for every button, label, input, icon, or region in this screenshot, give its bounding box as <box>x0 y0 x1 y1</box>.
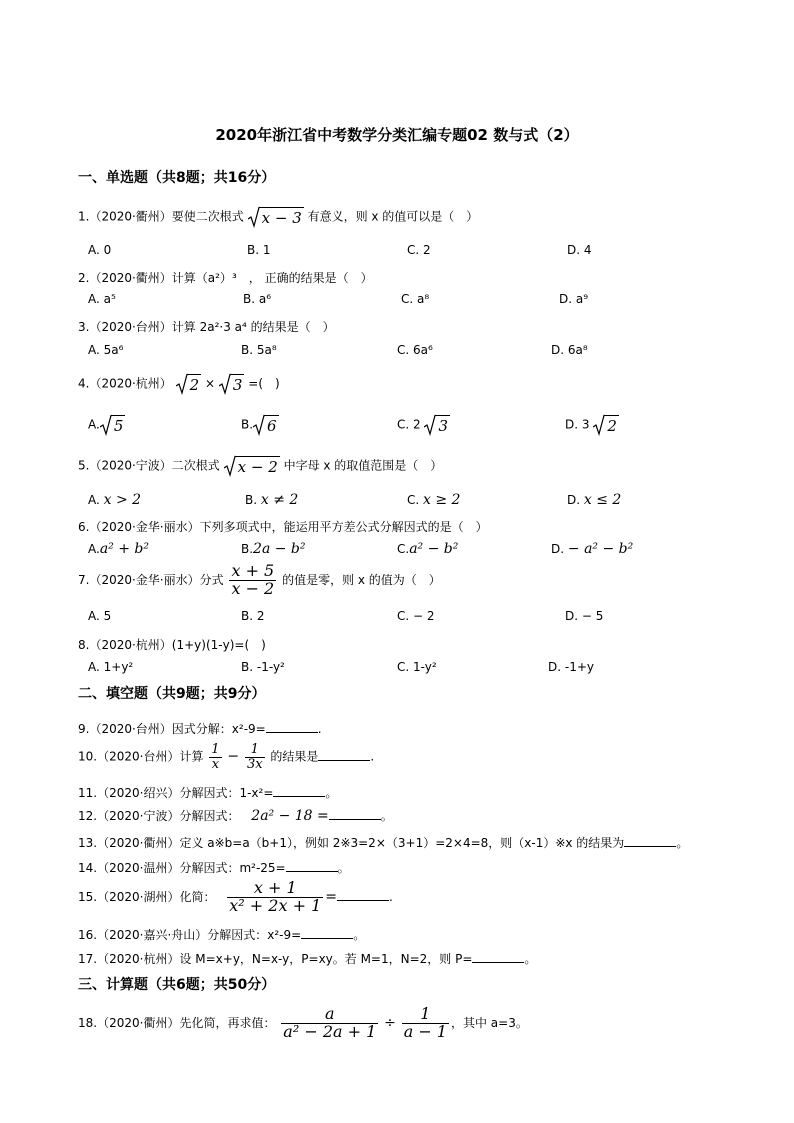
answer-blank[interactable] <box>273 786 325 797</box>
option-b[interactable]: B. 6 <box>241 417 277 435</box>
question-13 <box>78 834 688 851</box>
answer-blank[interactable] <box>266 722 318 733</box>
question-6-options <box>0 541 794 559</box>
page-title: 2020年浙江省中考数学分类汇编专题02 数与式（2） <box>215 126 579 144</box>
question-16-stem: 16.（2020·嘉兴·舟山）分解因式：x²-9= <box>78 928 302 942</box>
question-16-tail: 。 <box>353 928 366 942</box>
option-b[interactable]: B. x ≠ 2 <box>245 492 299 508</box>
question-3: 3.（2020·台州）计算 2a²·3 a⁴ 的结果是（ ） <box>78 320 335 334</box>
fraction: $\frac{x + 5}{x - 2}$ <box>231 561 275 598</box>
question-17-tail: 。 <box>524 952 537 966</box>
question-5 <box>78 455 442 477</box>
sqrt-expression: 2 <box>176 373 202 395</box>
fraction: $\frac{a}{\text{a² − 2a + 1}}$ <box>283 1004 377 1041</box>
option-d[interactable]: D. -1+y <box>548 660 594 674</box>
question-4-options <box>0 414 794 440</box>
option-a[interactable]: A. a⁵ <box>88 292 116 306</box>
option-c[interactable]: C. 1-y² <box>397 660 437 674</box>
question-15-stem: 15.（2020·湖州）化简： <box>78 889 216 904</box>
question-8: 8.（2020·杭州）(1+y)(1-y)=( ) <box>78 638 266 652</box>
option-d[interactable]: D. 3 2 <box>565 417 617 435</box>
question-12 <box>78 807 393 824</box>
question-17-stem: 17.（2020·杭州）设 M=x+y，N=x-y，P=xy。若 M=1，N=2，则 P= <box>78 952 473 966</box>
sqrt-expression: x − 3 <box>248 206 304 228</box>
question-17 <box>78 950 536 967</box>
question-14 <box>78 859 350 876</box>
question-7-tail: 的值是零，则 x 的值为（ ） <box>282 572 441 587</box>
question-4 <box>78 373 280 395</box>
option-d[interactable]: D. − a² − b² <box>551 541 634 557</box>
section-heading-single-choice: 一、单选题（共8题；共16分） <box>78 170 276 186</box>
question-9-stem: 9.（2020·台州）因式分解：x²-9= <box>78 722 266 736</box>
minus-sign: − <box>227 748 240 765</box>
answer-blank[interactable] <box>624 836 676 847</box>
option-a[interactable]: A. 5 <box>88 417 124 435</box>
option-c[interactable]: C. 6a⁶ <box>397 343 433 357</box>
question-18-stem: 18.（2020·衢州）先化简，再求值： <box>78 1015 276 1030</box>
question-3-options <box>0 343 794 361</box>
fraction: $\frac{1}{3x}$ <box>246 742 263 772</box>
option-d[interactable]: D. a⁹ <box>559 292 589 306</box>
option-c[interactable]: C. x ≥ 2 <box>407 492 461 508</box>
question-8-options <box>0 660 794 678</box>
question-18 <box>78 1006 528 1041</box>
question-15 <box>78 880 393 915</box>
question-5-options <box>0 492 794 510</box>
math-expression: 2a² − 18 = <box>251 808 329 824</box>
option-a[interactable]: A. 5a⁶ <box>88 343 124 357</box>
option-b[interactable]: B. 5a⁸ <box>241 343 277 357</box>
option-b[interactable]: B. 2 <box>241 609 265 623</box>
option-d[interactable]: D. x ≤ 2 <box>567 492 622 508</box>
equals-sign: = <box>325 888 337 905</box>
times-sign: × <box>205 376 216 391</box>
option-d[interactable]: D. 6a⁸ <box>551 343 588 357</box>
option-a[interactable]: A.a² + b² <box>88 541 149 557</box>
option-a[interactable]: A. 1+y² <box>88 660 134 674</box>
question-4-stem: 4.（2020·杭州） <box>78 376 172 391</box>
answer-blank[interactable] <box>337 890 389 901</box>
option-c[interactable]: C.a² − b² <box>397 541 459 557</box>
question-2: 2.（2020·衢州）计算（a²）³ ， 正确的结果是（ ） <box>78 271 373 285</box>
option-c[interactable]: C. 2 3 <box>397 417 449 435</box>
question-10-tail: 的结果是 <box>270 749 319 764</box>
question-10-end: . <box>370 749 375 764</box>
option-c[interactable]: C. − 2 <box>397 609 435 623</box>
question-14-tail: 。 <box>337 861 350 875</box>
option-d[interactable]: D. − 5 <box>565 609 604 623</box>
question-12-stem: 12.（2020·宁波）分解因式： <box>78 809 240 823</box>
option-c[interactable]: C. a⁸ <box>401 292 430 306</box>
question-1-options <box>0 243 794 261</box>
question-13-tail: 。 <box>676 836 689 850</box>
option-d[interactable]: D. 4 <box>567 243 592 257</box>
option-b[interactable]: B. -1-y² <box>241 660 285 674</box>
option-a[interactable]: A. 0 <box>88 243 112 257</box>
option-a[interactable]: A. 5 <box>88 609 112 623</box>
section-heading-calculation: 三、计算题（共6题；共50分） <box>78 977 276 993</box>
division-sign: ÷ <box>384 1014 396 1031</box>
question-4-tail: =( ) <box>248 376 280 391</box>
question-1 <box>78 206 478 228</box>
question-5-stem: 5.（2020·宁波）二次根式 <box>78 458 220 473</box>
option-b[interactable]: B. a⁶ <box>243 292 272 306</box>
section-heading-fill-in: 二、填空题（共9题；共9分） <box>78 686 266 702</box>
fraction: $\frac{1}{x}$ <box>211 742 220 772</box>
question-11 <box>78 784 337 801</box>
question-9 <box>78 720 322 737</box>
option-c[interactable]: C. 2 <box>407 243 431 257</box>
fraction: $\frac{1}{a - 1}$ <box>403 1004 447 1041</box>
question-6: 6.（2020·金华·丽水）下列多项式中，能运用平方差公式分解因式的是（ ） <box>78 520 488 534</box>
option-b[interactable]: B. 1 <box>247 243 271 257</box>
sqrt-expression: x − 2 <box>224 455 280 477</box>
sqrt-expression: 3 <box>219 373 245 395</box>
question-7-stem: 7.（2020·金华·丽水）分式 <box>78 572 224 587</box>
question-12-tail: 。 <box>380 809 393 823</box>
question-5-tail: 中字母 x 的取值范围是（ ） <box>283 458 443 473</box>
question-13-stem: 13.（2020·衢州）定义 a※b=a（b+1），例如 2※3=2×（3+1）=2×4=8，则（x-1）※x 的结果为 <box>78 836 625 850</box>
fraction: $\frac{x + 1}{\text{x² + 2x + 1}}$ <box>229 878 322 915</box>
question-7-options <box>0 609 794 627</box>
question-10 <box>78 743 374 771</box>
option-b[interactable]: B.2a − b² <box>241 541 306 557</box>
question-16 <box>78 926 365 943</box>
answer-blank[interactable] <box>329 809 381 820</box>
answer-blank[interactable] <box>286 861 338 872</box>
question-1-stem: 1.（2020·衢州）要使二次根式 <box>78 209 244 224</box>
question-10-stem: 10.（2020·台州）计算 <box>78 749 204 764</box>
answer-blank[interactable] <box>301 928 353 939</box>
question-1-tail: 有意义，则 x 的值可以是（ ） <box>307 209 479 224</box>
option-a[interactable]: A. x > 2 <box>88 492 142 508</box>
question-2-options <box>0 292 794 310</box>
question-11-stem: 11.（2020·绍兴）分解因式：1-x²= <box>78 786 274 800</box>
answer-blank[interactable] <box>472 952 524 963</box>
question-9-tail: . <box>317 722 322 736</box>
question-11-tail: 。 <box>325 786 338 800</box>
answer-blank[interactable] <box>318 750 370 761</box>
question-15-tail: . <box>389 889 393 904</box>
question-14-stem: 14.（2020·温州）分解因式：m²-25= <box>78 861 286 875</box>
question-18-tail: ，其中 a=3。 <box>450 1015 528 1030</box>
question-7 <box>78 563 441 598</box>
